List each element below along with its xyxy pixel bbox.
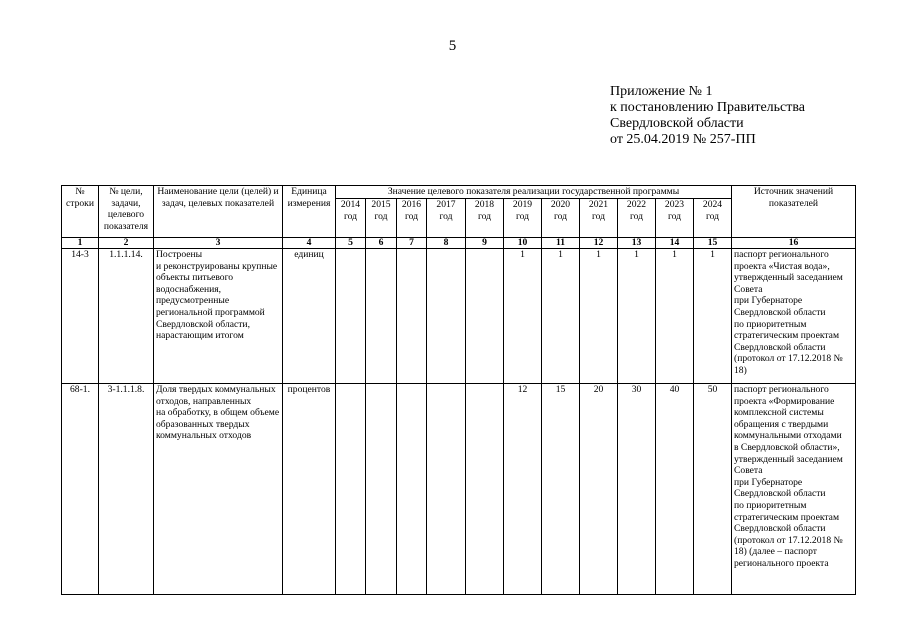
cell-value (397, 249, 427, 384)
column-number: 6 (366, 238, 397, 249)
appendix-heading (610, 84, 805, 148)
column-number: 14 (656, 238, 694, 249)
cell-value (466, 384, 504, 595)
column-number: 4 (283, 238, 336, 249)
header-year: 2019 год (504, 199, 542, 238)
column-number: 15 (694, 238, 732, 249)
cell-source: паспорт регионального проекта «Формирование комплексной системы обращения с твердыми коммунальными отходами в Свердловской области», утвержденный заседанием Совета при Губернаторе Свердловской области по приоритетным стратегическим проектам Свердловской области (протокол от 17.12.2018 № 18) (далее – паспорт регионального проекта (732, 384, 856, 595)
cell-value: 1 (694, 249, 732, 384)
cell-row-number: 68-1. (62, 384, 99, 595)
header-source: Источник значений показателей (732, 186, 856, 238)
cell-value (427, 249, 466, 384)
cell-goal-number: 1.1.1.14. (99, 249, 154, 384)
column-number: 9 (466, 238, 504, 249)
cell-value: 50 (694, 384, 732, 595)
cell-value (397, 384, 427, 595)
column-number: 10 (504, 238, 542, 249)
header-row-number: № строки (62, 186, 99, 238)
header-unit: Единица измерения (283, 186, 336, 238)
cell-value: 1 (618, 249, 656, 384)
header-year: 2022 год (618, 199, 656, 238)
appendix-line: Свердловской области (610, 116, 744, 131)
appendix-line: Приложение № 1 (610, 84, 713, 99)
page-number: 5 (448, 38, 457, 54)
cell-source: паспорт регионального проекта «Чистая вода», утвержденный заседанием Совета при Губернаторе Свердловской области по приоритетным стратегическим проектам Свердловской области (протокол от 17.12.2018 № 18) (732, 249, 856, 384)
cell-value: 20 (580, 384, 618, 595)
table-row (62, 384, 856, 595)
cell-unit: процентов (283, 384, 336, 595)
column-number: 8 (427, 238, 466, 249)
cell-indicator-name: Построены и реконструированы крупные объекты питьевого водоснабжения, предусмотренные региональной программой Свердловской области, нарастающим итогом (154, 249, 283, 384)
cell-value: 12 (504, 384, 542, 595)
column-number: 11 (542, 238, 580, 249)
cell-value (366, 384, 397, 595)
cell-value (466, 249, 504, 384)
cell-value (336, 249, 366, 384)
cell-value: 40 (656, 384, 694, 595)
cell-value (427, 384, 466, 595)
header-year: 2020 год (542, 199, 580, 238)
cell-value: 30 (618, 384, 656, 595)
header-target-values: Значение целевого показателя реализации государственной программы (336, 186, 732, 199)
column-number: 5 (336, 238, 366, 249)
appendix-line: к постановлению Правительства (610, 100, 806, 115)
cell-value (366, 249, 397, 384)
cell-value: 15 (542, 384, 580, 595)
header-year: 2014 год (336, 199, 366, 238)
header-year: 2024 год (694, 199, 732, 238)
cell-indicator-name: Доля твердых коммунальных отходов, направленных на обработку, в общем объеме образованных твердых коммунальных отходов (154, 384, 283, 595)
column-number: 13 (618, 238, 656, 249)
appendix-line: от 25.04.2019 № 257-ПП (610, 132, 756, 147)
header-year: 2018 год (466, 199, 504, 238)
header-year: 2015 год (366, 199, 397, 238)
header-goal-number: № цели, задачи, целевого показателя (99, 186, 154, 238)
table-row (62, 249, 856, 384)
cell-goal-number: 3-1.1.1.8. (99, 384, 154, 595)
cell-unit: единиц (283, 249, 336, 384)
cell-value: 1 (656, 249, 694, 384)
column-number: 16 (732, 238, 856, 249)
column-number: 3 (154, 238, 283, 249)
cell-value: 1 (504, 249, 542, 384)
header-year: 2017 год (427, 199, 466, 238)
column-number: 12 (580, 238, 618, 249)
column-number: 2 (99, 238, 154, 249)
column-number: 7 (397, 238, 427, 249)
cell-value: 1 (580, 249, 618, 384)
header-year: 2016 год (397, 199, 427, 238)
cell-row-number: 14-3 (62, 249, 99, 384)
header-year: 2021 год (580, 199, 618, 238)
header-year: 2023 год (656, 199, 694, 238)
column-number: 1 (62, 238, 99, 249)
cell-value (336, 384, 366, 595)
header-indicator-name: Наименование цели (целей) и задач, целевых показателей (154, 186, 283, 238)
cell-value: 1 (542, 249, 580, 384)
target-indicators-table (61, 185, 856, 595)
